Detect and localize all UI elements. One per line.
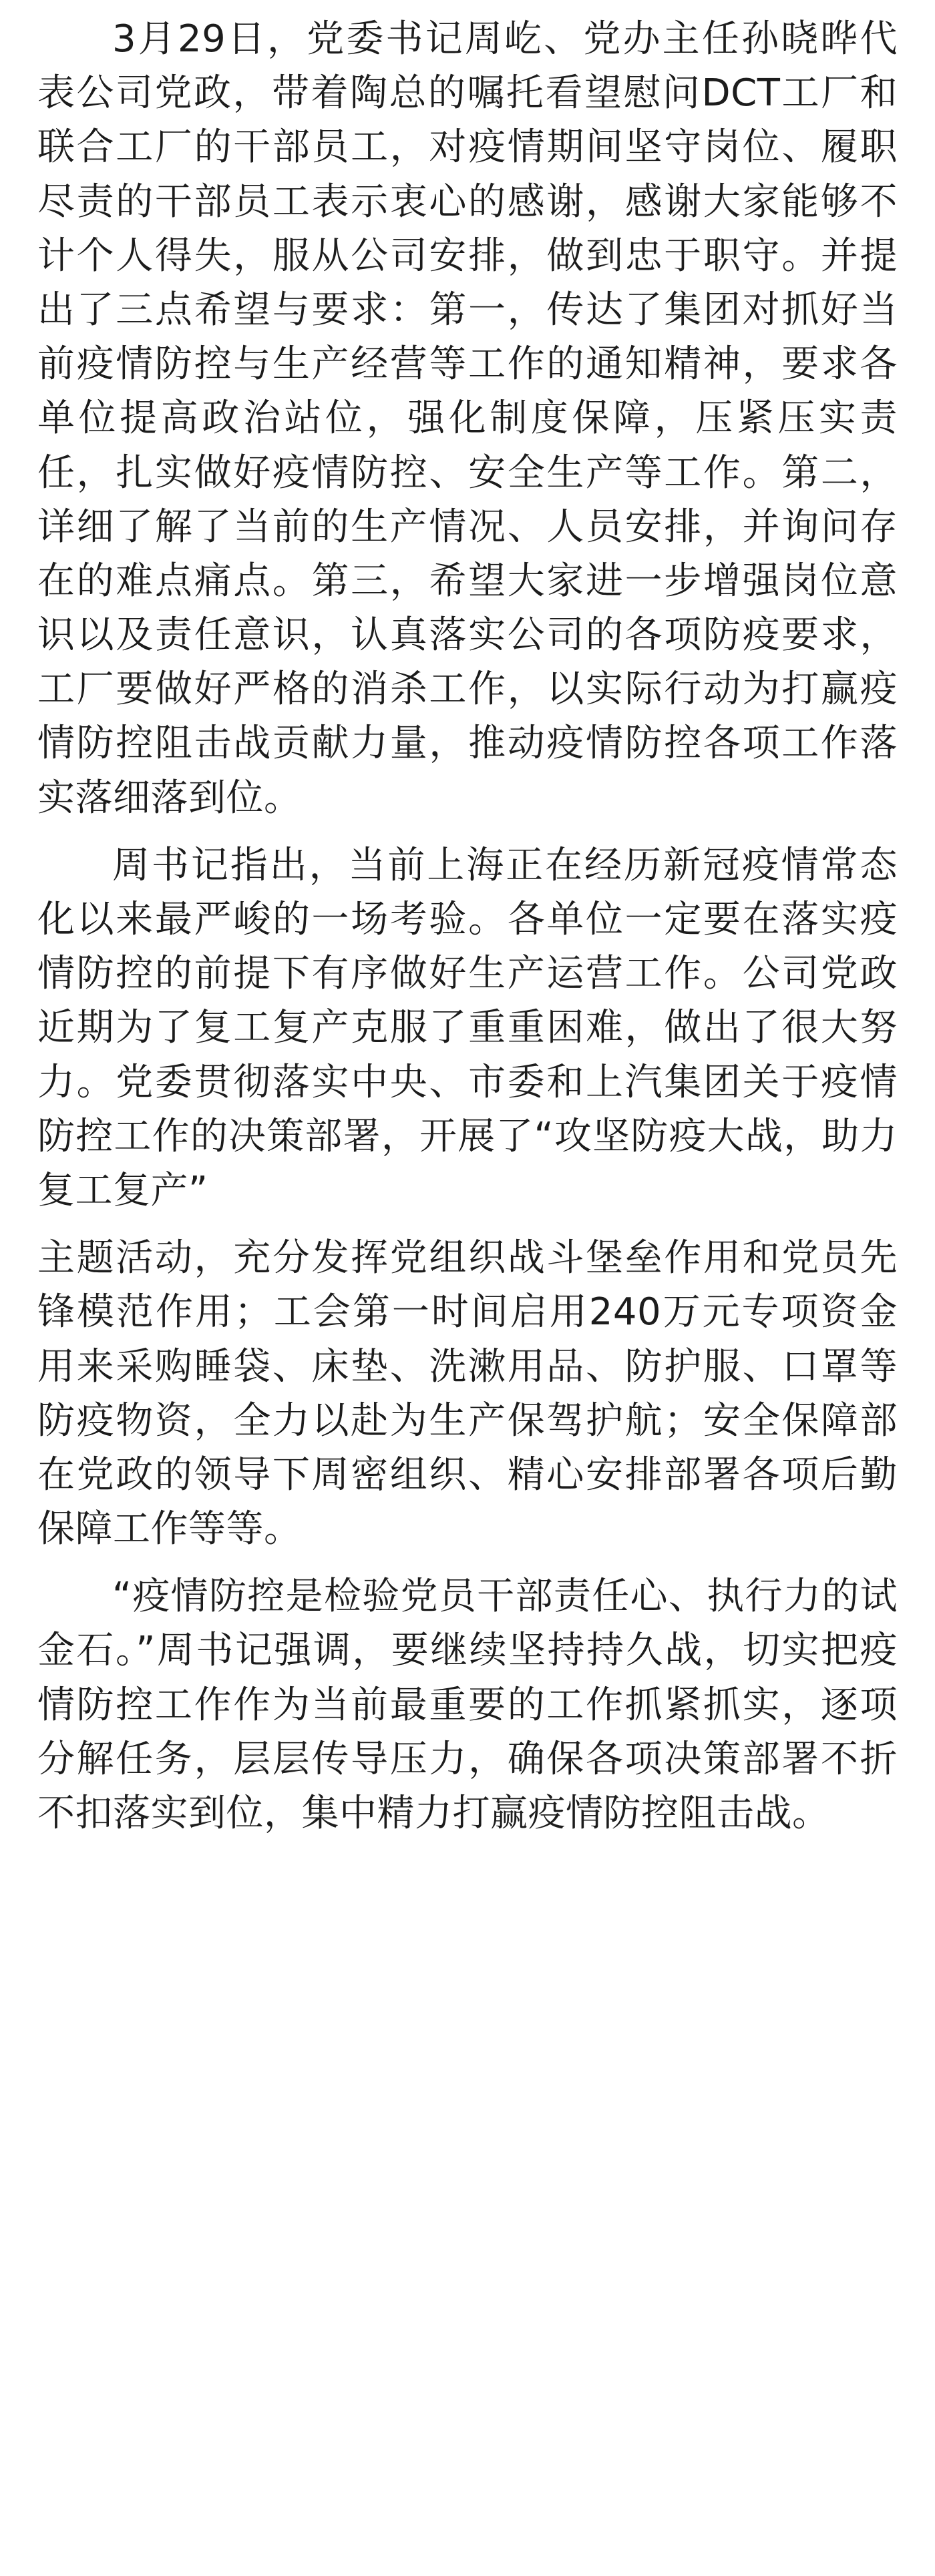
paragraph-theme-activity: 主题活动，充分发挥党组织战斗堡垒作用和党员先锋模范作用；工会第一时间启用240万元专项资金用来采购睡袋、床垫、洗漱用品、防护服、口罩等防疫物资，全力以赴为生产保驾护航；安全保障部在党政的领导下周密组织、精心安排部署各项后勤保障工作等等。 xyxy=(37,1236,898,1551)
paragraph-secretary-emphasis: “疫情防控是检验党员干部责任心、执行力的试金石。”周书记强调，要继续坚持持久战，切实把疫情防控工作作为当前最重要的工作抓紧抓实，逐项分解任务，层层传导压力，确保各项决策部署不折不扣落实到位，集中精力打赢疫情防控阻击战。 xyxy=(37,1575,898,1835)
paragraph-condolence-visit: 3月29日，党委书记周屹、党办主任孙晓晔代表公司党政，带着陶总的嘱托看望慰问DCT工厂和联合工厂的干部员工，对疫情期间坚守岗位、履职尽责的干部员工表示衷心的感谢，感谢大家能够不计个人得失，服从公司安排，做到忠于职守。并提出了三点希望与要求：第一，传达了集团对抓好当前疫情防控与生产经营等工作的通知精神，要求各单位提高政治站位，强化制度保障，压紧压实责任，扎实做好疫情防控、安全生产等工作。第二，详细了解了当前的生产情况、人员安排，并询问存在的难点痛点。第三，希望大家进一步增强岗位意识以及责任意识，认真落实公司的各项防疫要求，工厂要做好严格的消杀工作，以实际行动为打赢疫情防控阻击战贡献力量，推动疫情防控各项工作落实落细落到位。 xyxy=(37,17,898,820)
paragraph-secretary-remarks: 周书记指出，当前上海正在经历新冠疫情常态化以来最严峻的一场考验。各单位一定要在落实疫情防控的前提下有序做好生产运营工作。公司党政近期为了复工复产克服了重重困难，做出了很大努力。党委贯彻落实中央、市委和上汽集团关于疫情防控工作的决策部署，开展了“攻坚防疫大战，助力复工复产” xyxy=(37,843,898,1212)
article-body xyxy=(37,12,898,1854)
